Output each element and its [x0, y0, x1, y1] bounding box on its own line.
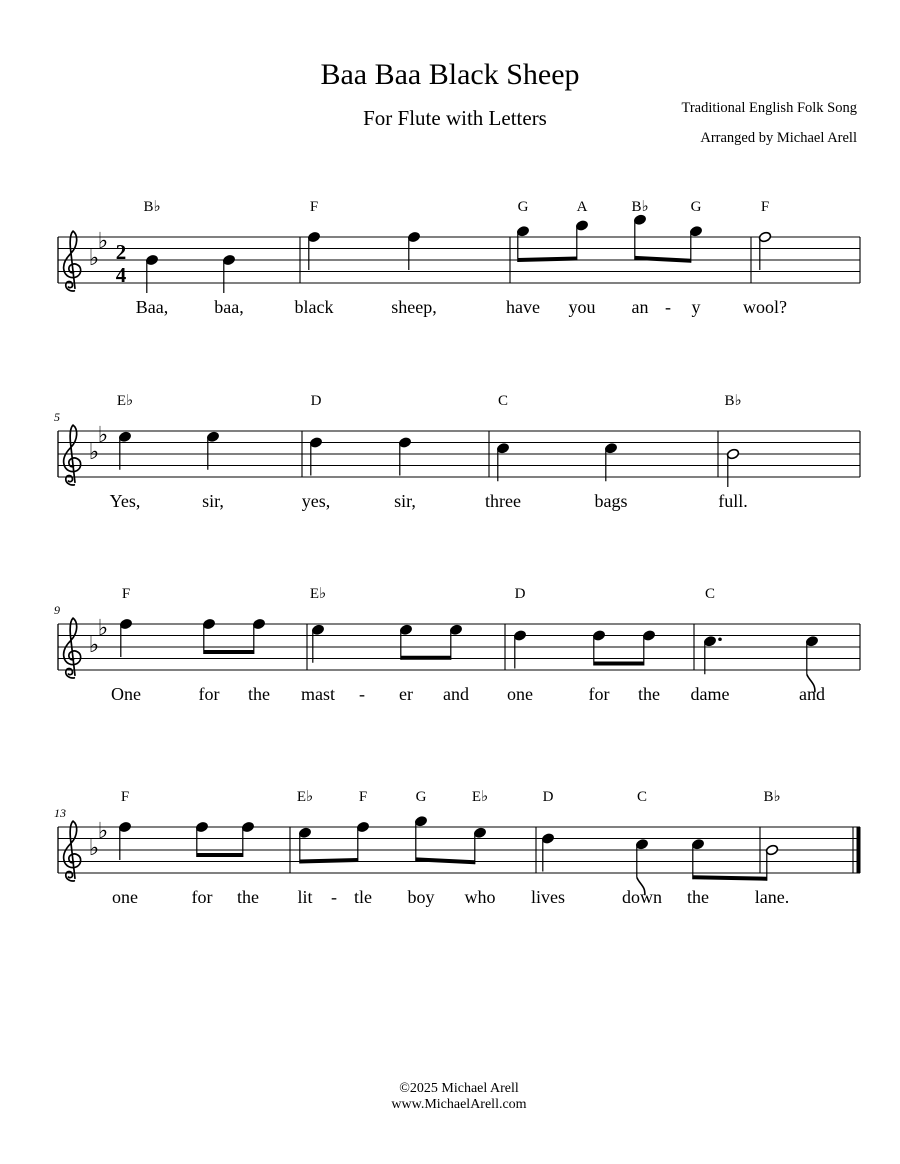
- note-letter-label: E♭: [296, 789, 314, 805]
- lyric-syllable: sir,: [202, 491, 224, 511]
- lyric-syllable: who: [464, 887, 496, 907]
- eighth-beam: [401, 656, 451, 660]
- lyric-syllable: Baa,: [135, 297, 169, 317]
- lyric-syllable: have: [506, 297, 540, 317]
- note-letter-label: B♭: [143, 199, 161, 215]
- key-signature-flat: ♭: [88, 245, 100, 270]
- augmentation-dot: [718, 637, 722, 641]
- lyric-syllable: one: [507, 684, 533, 704]
- time-signature-bottom: 4: [115, 263, 127, 287]
- copyright-text: ©2025 Michael Arell: [399, 1081, 519, 1096]
- staff-system: [54, 789, 861, 907]
- measure-number: 13: [54, 806, 66, 820]
- lyric-syllable: er: [399, 684, 413, 704]
- eighth-beam: [635, 256, 691, 263]
- final-barline-thick: [857, 827, 861, 873]
- eighth-beam: [197, 853, 243, 857]
- treble-clef-icon: [64, 821, 81, 881]
- key-signature-flat: ♭: [97, 227, 109, 253]
- note-letter-label: F: [358, 789, 368, 805]
- key-signature-flat: ♭: [88, 835, 100, 860]
- lyric-syllable: sheep,: [391, 297, 437, 317]
- treble-clef-icon: [64, 618, 81, 678]
- note-letter-label: B♭: [724, 393, 742, 409]
- note-letter-label: B♭: [763, 789, 781, 805]
- lyric-syllable: and: [799, 684, 825, 704]
- lyric-syllable: the: [638, 684, 660, 704]
- lyric-syllable: baa,: [214, 297, 244, 317]
- lyric-syllable: for: [198, 684, 220, 704]
- lyric-syllable: lane.: [754, 887, 790, 907]
- key-signature-flat: ♭: [97, 614, 109, 640]
- composer-credit: Traditional English Folk Song: [681, 100, 857, 116]
- lyric-syllable: Yes,: [109, 491, 141, 511]
- measure-number: 9: [54, 603, 60, 617]
- note-letter-label: E♭: [309, 586, 327, 602]
- lyric-syllable: yes,: [301, 491, 331, 511]
- score-subtitle: For Flute with Letters: [363, 106, 547, 130]
- lyric-hyphen: -: [359, 684, 365, 704]
- eighth-beam: [693, 875, 767, 880]
- note-letter-label: C: [497, 393, 509, 409]
- eighth-beam: [300, 858, 358, 863]
- note-letter-label: F: [309, 199, 319, 215]
- key-signature-flat: ♭: [97, 421, 109, 447]
- note-letter-label: D: [542, 789, 554, 805]
- lyric-syllable: sir,: [394, 491, 416, 511]
- note-letter-label: F: [760, 199, 770, 215]
- key-signature-flat: ♭: [88, 439, 100, 464]
- score-title: Baa Baa Black Sheep: [320, 58, 580, 91]
- eighth-beam: [594, 662, 644, 666]
- eighth-beam: [204, 650, 254, 654]
- note-letter-label: C: [636, 789, 648, 805]
- lyric-syllable: wool?: [743, 297, 787, 317]
- lyric-syllable: full.: [718, 491, 748, 511]
- lyric-hyphen: -: [331, 887, 337, 907]
- lyric-syllable: an: [631, 297, 649, 317]
- lyric-syllable: three: [485, 491, 521, 511]
- lyric-syllable: the: [248, 684, 270, 704]
- note-letter-label: G: [690, 199, 702, 215]
- note-letter-label: F: [121, 586, 131, 602]
- lyric-syllable: for: [191, 887, 213, 907]
- systems-layer: [54, 199, 861, 907]
- staff-system: [54, 393, 860, 511]
- note-letter-label: G: [517, 199, 529, 215]
- lyric-syllable: and: [443, 684, 469, 704]
- note-letter-label: B♭: [631, 199, 649, 215]
- lyric-syllable: tle: [354, 887, 372, 907]
- key-signature-flat: ♭: [88, 632, 100, 657]
- lyric-syllable: for: [588, 684, 610, 704]
- note-letter-label: G: [415, 789, 427, 805]
- lyric-hyphen: -: [665, 297, 671, 317]
- website-text: www.MichaelArell.com: [391, 1097, 527, 1112]
- lyric-syllable: boy: [407, 887, 435, 907]
- treble-clef-icon: [64, 425, 81, 485]
- note-letter-label: E♭: [116, 393, 134, 409]
- staff-system: [54, 586, 860, 704]
- arranger-credit: Arranged by Michael Arell: [700, 130, 857, 146]
- staff-system: [58, 199, 860, 317]
- lyric-syllable: you: [568, 297, 596, 317]
- eighth-beam: [416, 857, 475, 864]
- lyric-syllable: bags: [594, 491, 628, 511]
- lyric-syllable: lives: [531, 887, 565, 907]
- lyric-syllable: the: [687, 887, 709, 907]
- note-letter-label: D: [310, 393, 322, 409]
- key-signature-flat: ♭: [97, 817, 109, 843]
- lyric-syllable: lit: [297, 887, 313, 907]
- lyric-syllable: One: [111, 684, 141, 704]
- time-signature-top: 2: [115, 240, 127, 264]
- lyric-syllable: y: [691, 297, 701, 317]
- lyric-syllable: dame: [690, 684, 730, 704]
- treble-clef-icon: [64, 231, 81, 291]
- lyric-syllable: black: [294, 297, 334, 317]
- note-letter-label: A: [576, 199, 588, 215]
- lyric-syllable: one: [112, 887, 138, 907]
- lyric-syllable: mast: [301, 684, 335, 704]
- note-letter-label: C: [704, 586, 716, 602]
- note-letter-label: F: [120, 789, 130, 805]
- note-letter-label: D: [514, 586, 526, 602]
- measure-number: 5: [54, 410, 60, 424]
- lyric-syllable: the: [237, 887, 259, 907]
- eighth-beam: [518, 257, 577, 262]
- lyric-syllable: down: [622, 887, 662, 907]
- note-letter-label: E♭: [471, 789, 489, 805]
